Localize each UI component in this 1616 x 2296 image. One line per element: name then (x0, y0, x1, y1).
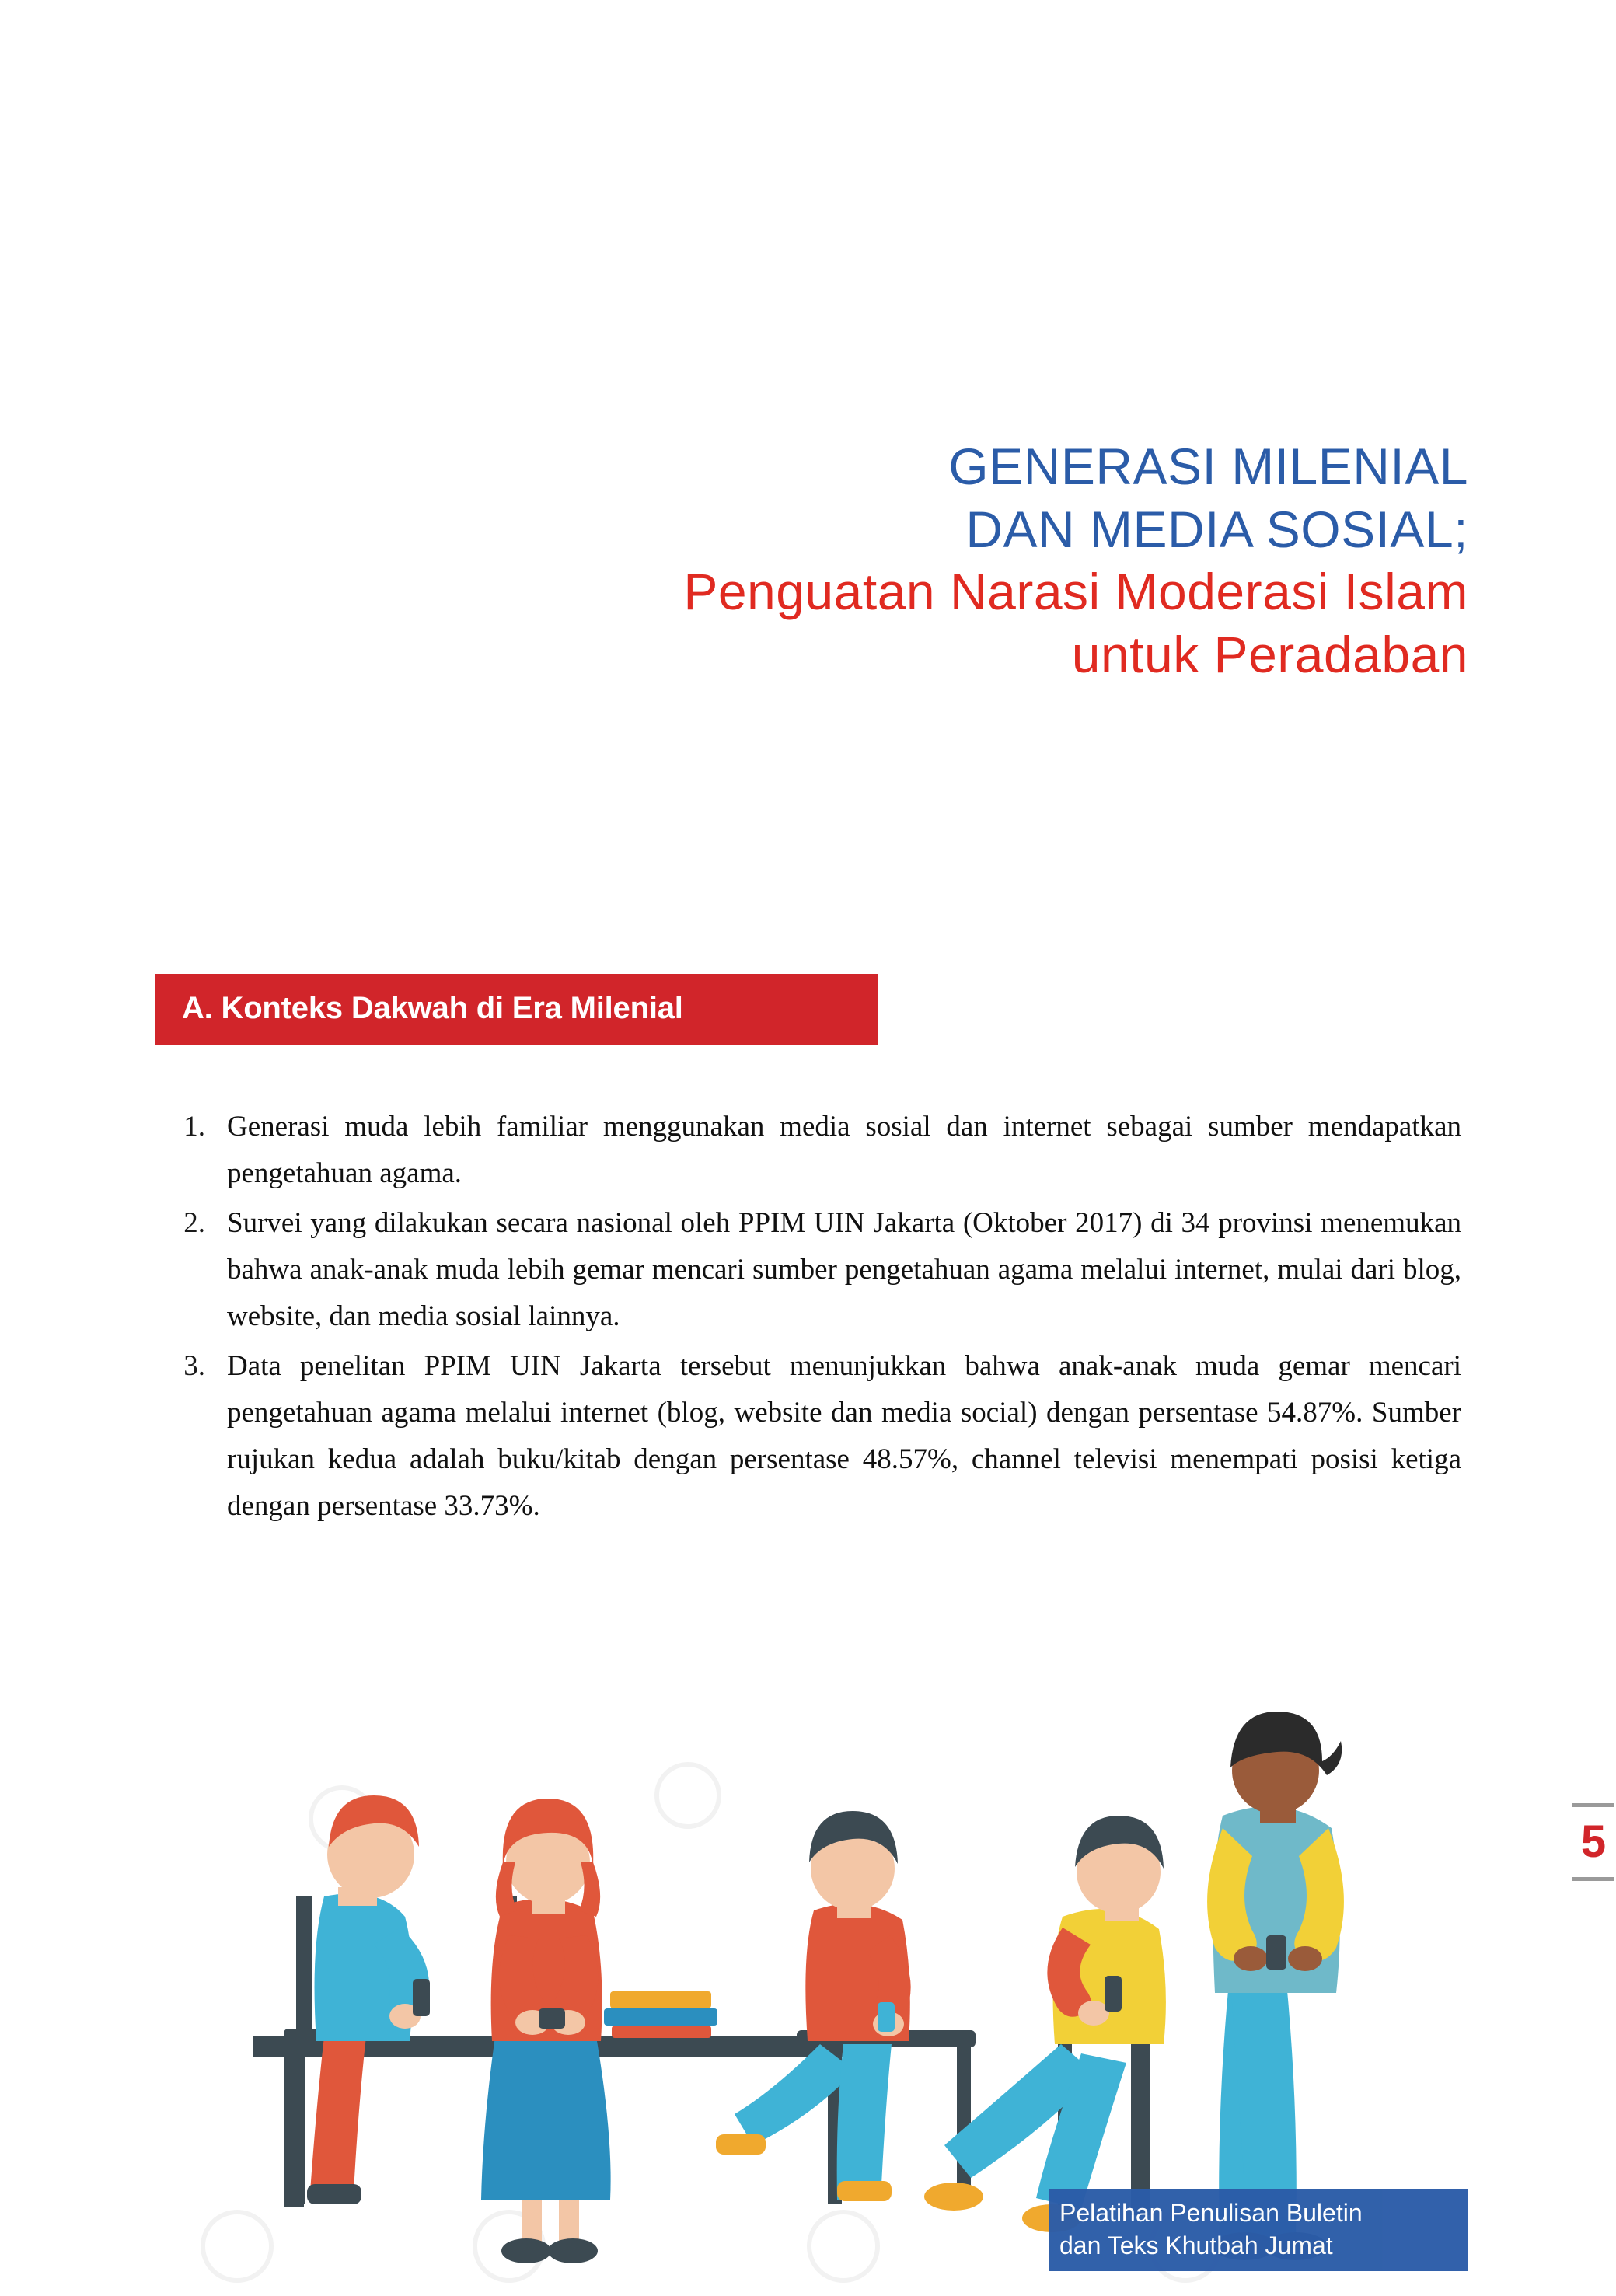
figure-5 (1207, 1712, 1344, 2260)
list-item (171, 1200, 1461, 1340)
page-title (590, 435, 1468, 686)
page-number-tab (1571, 1803, 1616, 1881)
list-item (171, 1104, 1461, 1197)
footer-banner (1049, 2189, 1468, 2271)
footer-line-2: dan Teks Khutbah Jumat (1059, 2231, 1333, 2259)
content-list (171, 1104, 1461, 1532)
list-item-text: Generasi muda lebih familiar menggunakan media sosial dan internet sebagai sumber mendapatkan pengetahuan agama. (227, 1111, 1461, 1189)
section-heading: A. Konteks Dakwah di Era Milenial (155, 974, 878, 1045)
title-line-4: untuk Peradaban (1071, 625, 1468, 683)
page-tab-rule-bottom (1572, 1877, 1614, 1881)
list-item-text: Survei yang dilakukan secara nasional oleh PPIM UIN Jakarta (Oktober 2017) di 34 provinsi menemukan bahwa anak-anak muda lebih gemar mencari sumber pengetahuan agama melalui internet, mulai dari blog, website, dan media sosial lainnya. (227, 1206, 1461, 1332)
page-number: 5 (1580, 1816, 1607, 1867)
title-line-1: GENERASI MILENIAL (948, 438, 1468, 495)
list-item-text: Data penelitan PPIM UIN Jakarta tersebut menunjukkan bahwa anak-anak muda gemar mencari pengetahuan agama melalui internet (blog, website dan media social) dengan persentase 54.87%. Sumber rujukan kedua adalah buku/kitab dengan persentase 48.57%, channel televisi menempati posisi ketiga dengan persentase 33.73%. (227, 1349, 1461, 1522)
figure-2 (481, 1799, 611, 2263)
list-item-number: 3. (183, 1349, 205, 1382)
figure-1 (284, 1795, 430, 2207)
list-item-number: 2. (183, 1206, 205, 1239)
list-item-number: 1. (183, 1111, 205, 1143)
title-line-2: DAN MEDIA SOSIAL; (965, 500, 1468, 558)
title-line-3: Penguatan Narasi Moderasi Islam (683, 563, 1468, 621)
list-item (171, 1343, 1461, 1530)
footer-line-1: Pelatihan Penulisan Buletin (1059, 2198, 1363, 2227)
figure-3 (716, 1811, 976, 2201)
